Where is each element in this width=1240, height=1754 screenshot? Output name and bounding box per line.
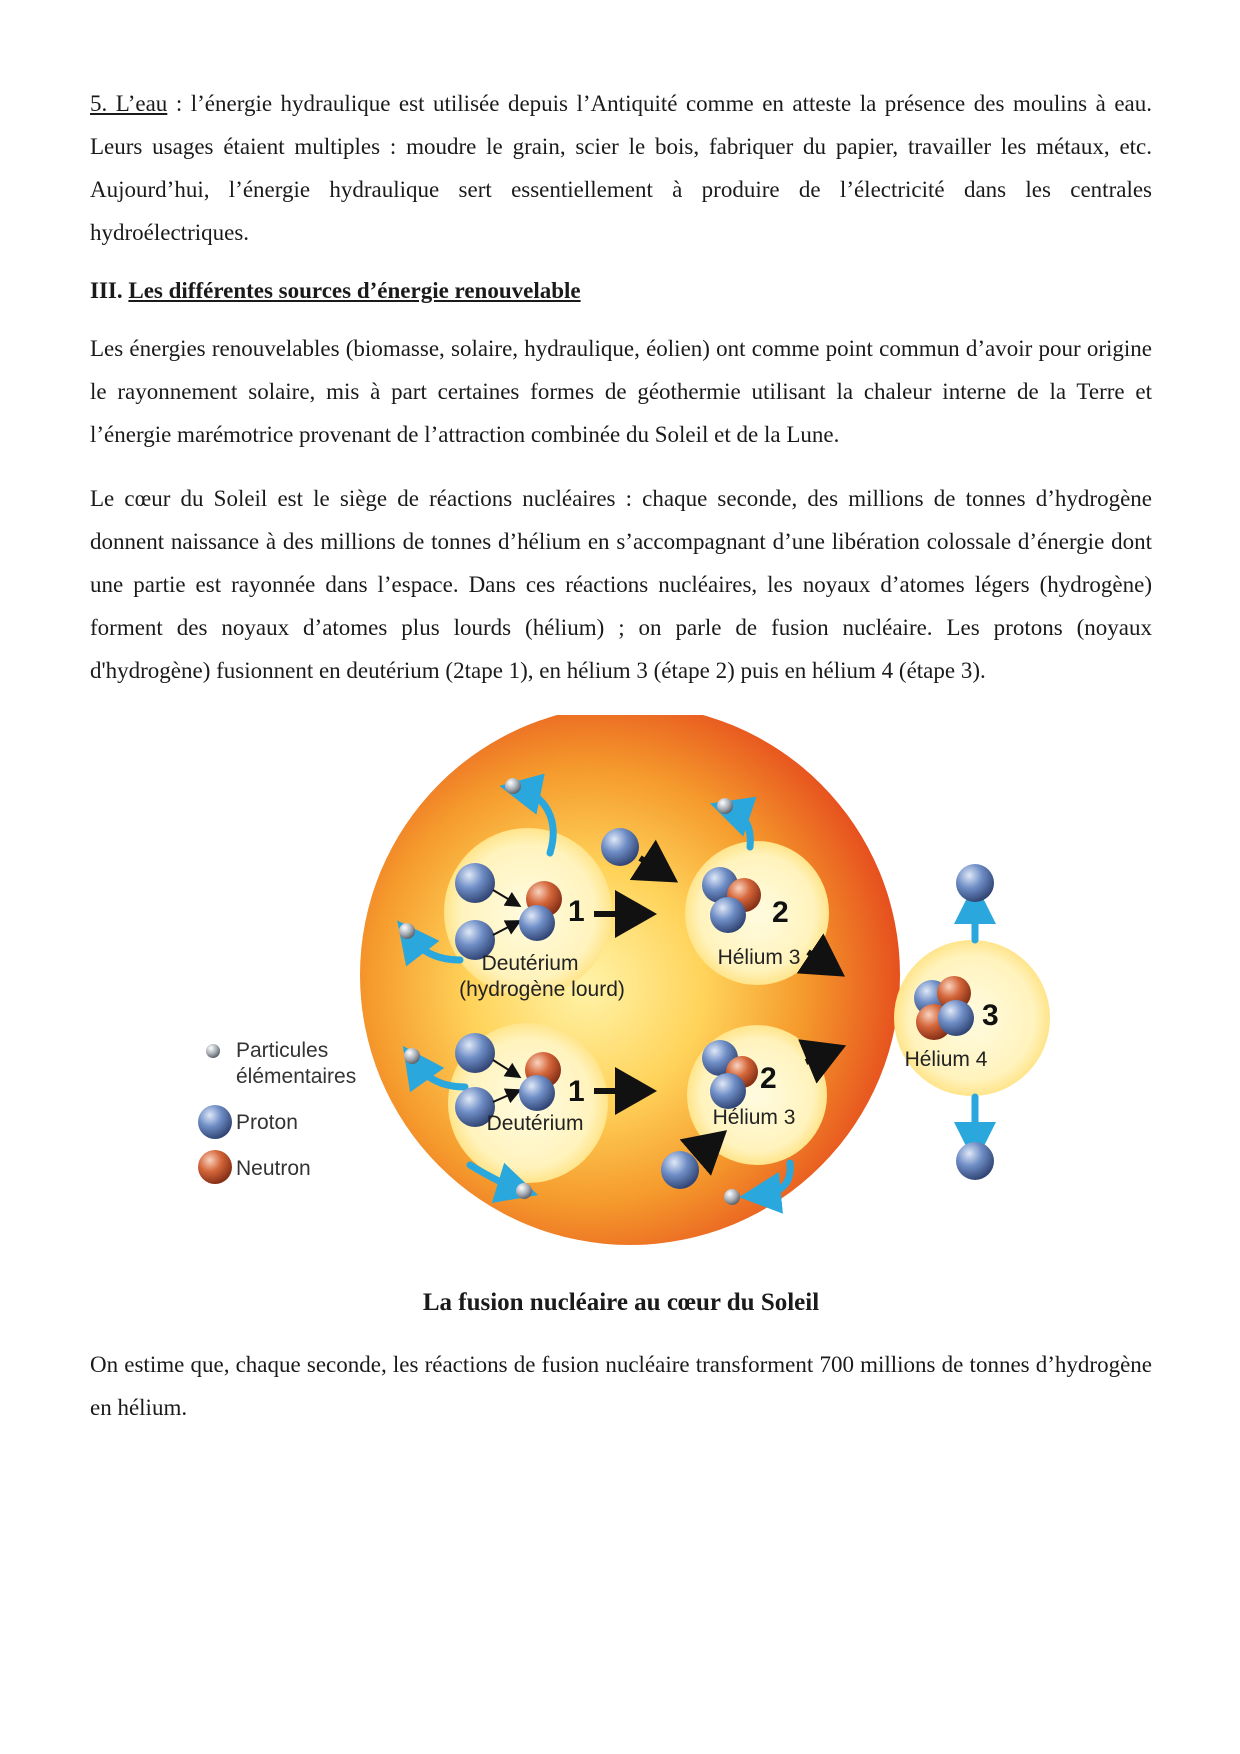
proton (710, 897, 746, 933)
deuterium-label-top: Deutérium (481, 952, 579, 975)
proton (519, 905, 555, 941)
deuterium-sub-label: (hydrogène lourd) (459, 978, 625, 1001)
proton-incoming (661, 1151, 699, 1189)
particle-small (399, 923, 415, 939)
step-1-label-bottom: 1 (568, 1075, 585, 1108)
legend-neutron-label: Neutron (236, 1157, 311, 1180)
step-2-label-top: 2 (772, 896, 789, 929)
section-3-title: Les différentes sources d’énergie renouvelable (128, 278, 581, 303)
legend-particles-line1: Particules (236, 1039, 329, 1062)
proton-emitted-top (956, 864, 994, 902)
paragraph-sun-core: Le cœur du Soleil est le siège de réactions nucléaires : chaque seconde, des millions de tonnes d’hydrogène donnent naissance à des millions de tonnes d’hélium en s’accompagnant d’une libération colossale d’énergie dont une partie est rayonnée dans l’espace. Dans ces réactions nucléaires, les noyaux d’atomes légers (hydrogène) forment des noyaux d’atomes plus lourds (hélium) ; on parle de fusion nucléaire. Les protons (noyaux d'hydrogène) fusionnent en deutérium (2tape 1), en hélium 3 (étape 2) puis en hélium 4 (étape 3). (90, 486, 1152, 683)
fusion-figure (90, 715, 1152, 1275)
section-5-title: 5. L’eau (90, 91, 168, 116)
section-3-heading (90, 269, 1152, 312)
figure-caption: La fusion nucléaire au cœur du Soleil (422, 1289, 820, 1316)
final-paragraph: On estime que, chaque seconde, les réactions de fusion nucléaire transforment 700 millions de tonnes d’hydrogène en hélium. (90, 1352, 1152, 1420)
section-3-number: III. (90, 278, 123, 303)
particle-small (404, 1048, 420, 1064)
particle-small (717, 798, 733, 814)
proton (938, 1000, 974, 1036)
legend-neutron-icon (198, 1150, 232, 1184)
particle-small (724, 1189, 740, 1205)
particle-small (505, 778, 521, 794)
proton (710, 1073, 746, 1109)
section-5-paragraph (90, 82, 1152, 254)
section-5-text: : l’énergie hydraulique est utilisée depuis l’Antiquité comme en atteste la présence des moulins à eau. Leurs usages étaient multiples : moudre le grain, scier le bois, fabriquer du papier, travailler les métaux, etc. Aujourd’hui, l’énergie hydraulique sert essentiellement à produire de l’électricité dans les centrales hydroélectriques. (90, 91, 1152, 245)
legend-proton-label: Proton (236, 1111, 298, 1134)
deuterium-label-bottom: Deutérium (486, 1112, 584, 1135)
proton (519, 1075, 555, 1111)
proton-incoming (601, 828, 639, 866)
legend-particles-line2: élémentaires (236, 1065, 357, 1088)
fusion-diagram (90, 715, 1152, 1275)
step-2-label-bottom: 2 (760, 1062, 777, 1095)
legend (198, 1039, 356, 1184)
helium3-label-bottom: Hélium 3 (712, 1106, 796, 1129)
paragraph-renewables: Les énergies renouvelables (biomasse, solaire, hydraulique, éolien) ont comme point commun d’avoir pour origine le rayonnement solaire, mis à part certaines formes de géothermie utilisant la chaleur interne de la Terre et l’énergie marémotrice provenant de l’attraction combinée du Soleil et de la Lune. (90, 336, 1152, 447)
proton (455, 1033, 495, 1073)
step-3-label: 3 (982, 999, 999, 1032)
proton (455, 863, 495, 903)
sun-disc (360, 715, 900, 1245)
legend-particle-icon (206, 1044, 220, 1058)
helium3-label-top: Hélium 3 (717, 946, 801, 969)
proton-emitted-bottom (956, 1142, 994, 1180)
document-page (90, 82, 1152, 1429)
step-1-label-top: 1 (568, 895, 585, 928)
helium4-label: Hélium 4 (904, 1048, 988, 1071)
particle-small (516, 1183, 532, 1199)
legend-proton-icon (198, 1105, 232, 1139)
